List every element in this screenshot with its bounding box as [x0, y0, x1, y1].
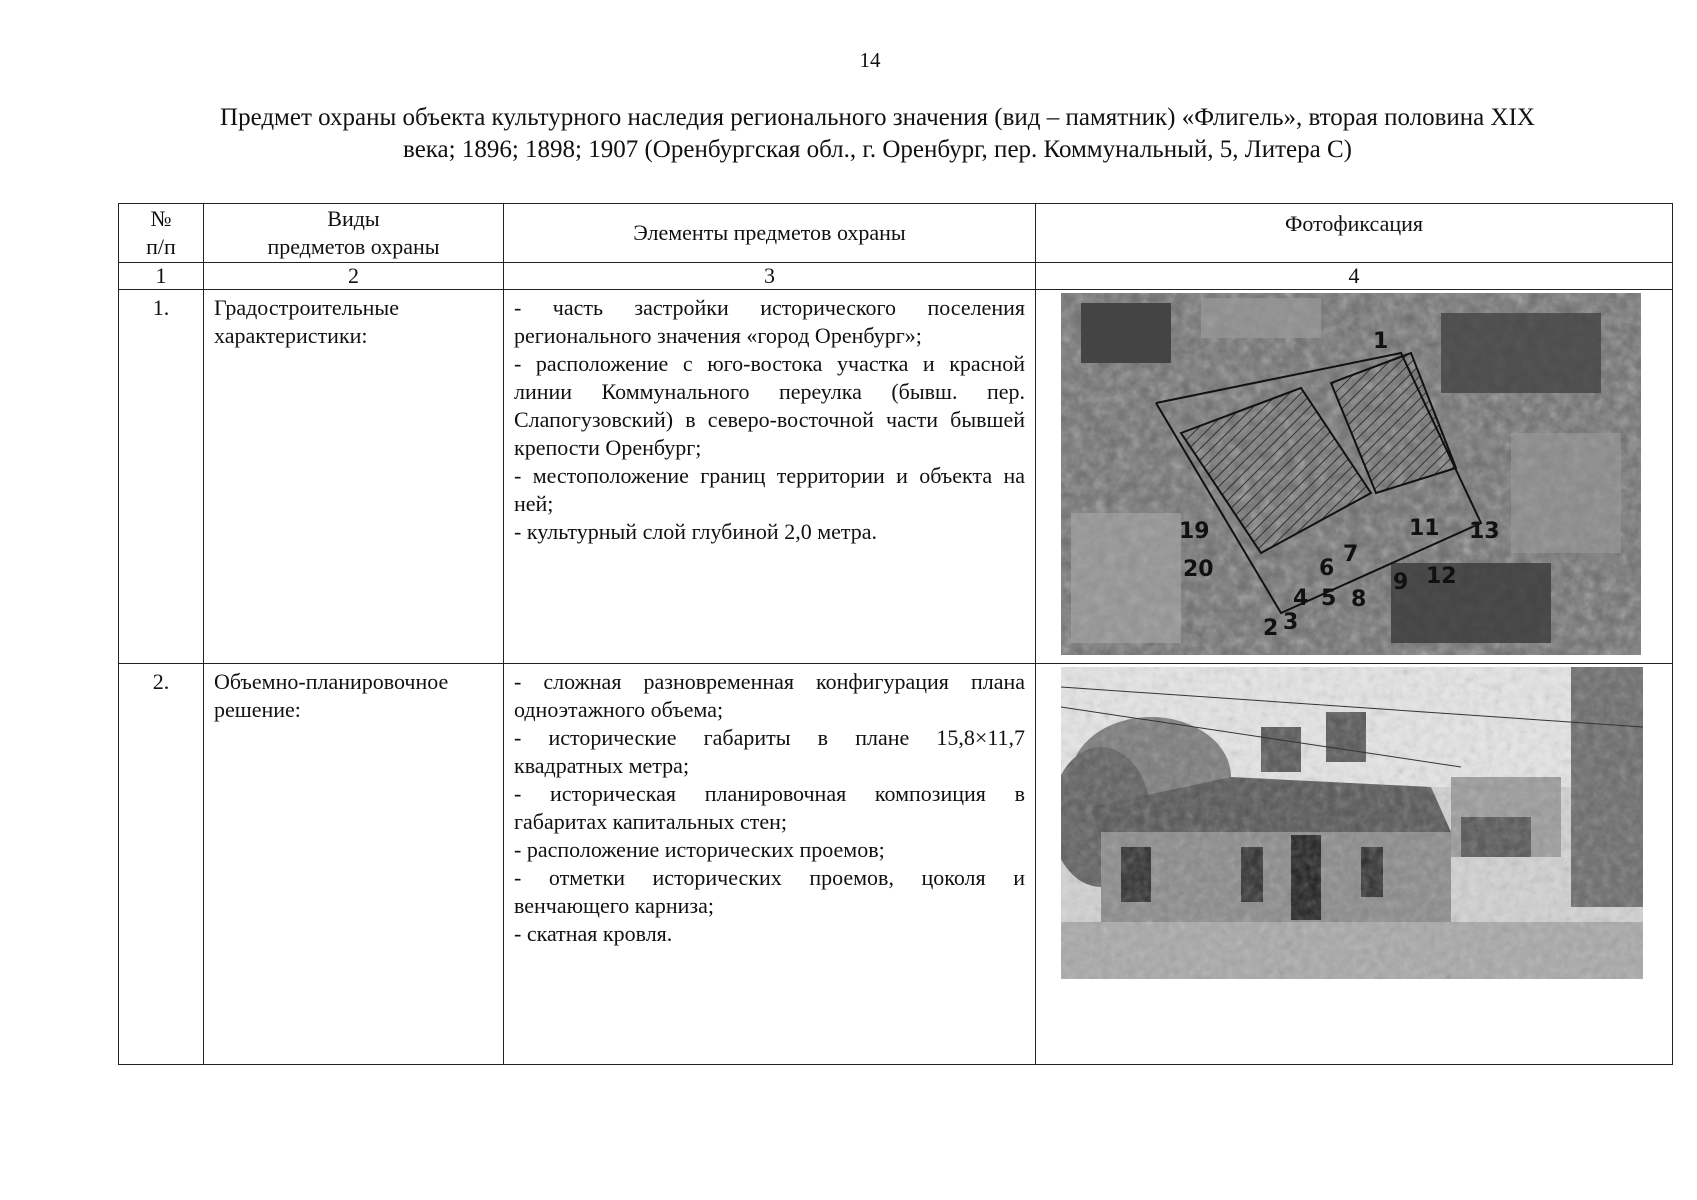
aerial-map-photo — [1061, 293, 1641, 655]
column-number: 4 — [1036, 263, 1673, 290]
element-item: - расположение с юго-востока участка и красной линии Коммунального переулка (бывш. пер. Слапогузовский) в северо-восточной части бывшей крепости Оренбург; — [514, 351, 1025, 460]
title-line-1: Предмет охраны объекта культурного наследия регионального значения (вид – памятник) «Флигель», вторая половина XIX — [220, 104, 1535, 131]
column-number: 1 — [119, 263, 204, 290]
header-types-line2: предметов охраны — [267, 234, 440, 259]
element-item: - расположение исторических проемов; — [514, 837, 885, 862]
map-label: 4 — [1293, 586, 1309, 611]
building-photo — [1061, 667, 1643, 979]
map-label: 2 — [1263, 616, 1279, 641]
map-label: 5 — [1321, 586, 1337, 611]
row-number: 2. — [119, 664, 204, 1065]
element-item: - исторические габариты в плане 15,8×11,7 квадратных метра; — [514, 725, 1025, 778]
element-item: - скатная кровля. — [514, 921, 673, 946]
header-num-line2: п/п — [146, 234, 176, 259]
map-label: 20 — [1183, 557, 1214, 582]
map-label: 12 — [1426, 564, 1457, 589]
photo-cell — [1036, 290, 1673, 664]
header-num-line1: № — [150, 206, 172, 231]
title-line-2: века; 1896; 1898; 1907 (Оренбургская обл., г. Оренбург, пер. Коммунальный, 5, Литера С) — [403, 136, 1352, 163]
element-item: - отметки исторических проемов, цоколя и венчающего карниза; — [514, 865, 1025, 918]
header-row — [119, 204, 1673, 263]
map-label: 11 — [1409, 516, 1440, 541]
element-item: - историческая планировочная композиция в габаритах капитальных стен; — [514, 781, 1025, 834]
map-label: 9 — [1393, 570, 1409, 595]
map-label: 19 — [1179, 519, 1210, 544]
protection-table — [118, 203, 1673, 1065]
element-item: - часть застройки исторического поселения регионального значения «город Оренбург»; — [514, 295, 1025, 348]
column-number-row — [119, 263, 1673, 290]
map-label: 8 — [1351, 587, 1367, 612]
header-types-line1: Виды — [327, 206, 380, 231]
header-num — [119, 204, 204, 263]
protection-type: Градостроительные характеристики: — [204, 290, 504, 664]
map-label: 7 — [1343, 542, 1359, 567]
header-photo: Фотофиксация — [1036, 204, 1673, 263]
map-label: 6 — [1319, 556, 1335, 581]
header-types — [204, 204, 504, 263]
protection-elements — [504, 290, 1036, 664]
map-label: 3 — [1283, 610, 1299, 635]
header-elements: Элементы предметов охраны — [504, 204, 1036, 263]
element-item: - сложная разновременная конфигурация плана одноэтажного объема; — [514, 669, 1025, 722]
table-row — [119, 290, 1673, 664]
element-item: - местоположение границ территории и объекта на ней; — [514, 463, 1025, 516]
protection-type: Объемно-планировочное решение: — [204, 664, 504, 1065]
column-number: 2 — [204, 263, 504, 290]
photo-cell — [1036, 664, 1673, 1065]
element-item: - культурный слой глубиной 2,0 метра. — [514, 519, 878, 544]
map-label: 1 — [1373, 329, 1389, 354]
row-number: 1. — [119, 290, 204, 664]
protection-elements — [504, 664, 1036, 1065]
document-title — [100, 102, 1655, 166]
page-number: 14 — [859, 48, 881, 72]
column-number: 3 — [504, 263, 1036, 290]
table-row — [119, 664, 1673, 1065]
map-label: 13 — [1469, 519, 1500, 544]
